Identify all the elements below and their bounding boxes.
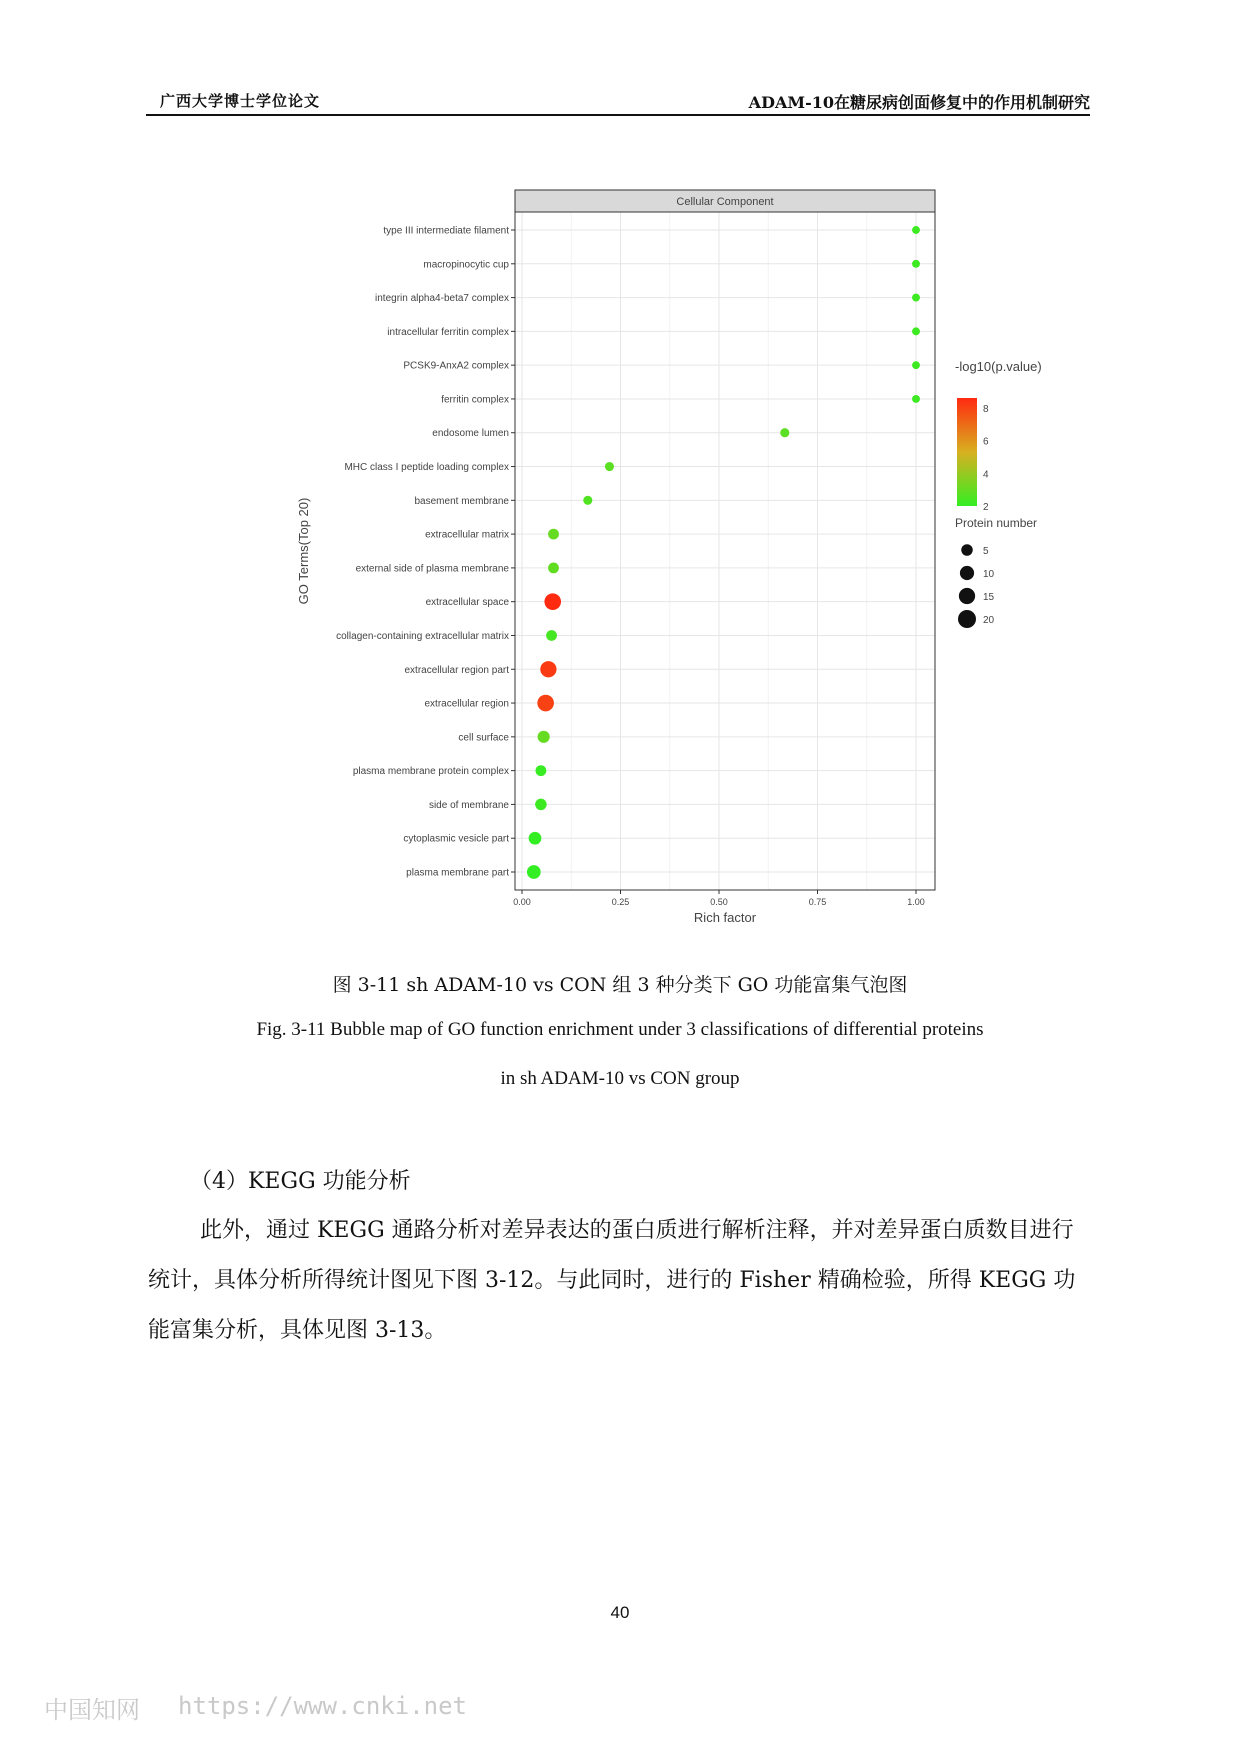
y-tick-label: ferritin complex xyxy=(441,394,509,406)
page-number: 40 xyxy=(610,1603,630,1622)
y-tick-label: integrin alpha4-beta7 complex xyxy=(375,293,509,305)
y-tick-label: endosome lumen xyxy=(432,428,509,440)
watermark-brand: 中国知网 xyxy=(44,1696,140,1724)
y-tick-label: extracellular matrix xyxy=(425,529,509,541)
bubble-point xyxy=(912,361,920,369)
bubble-point xyxy=(583,496,592,505)
bubble-point xyxy=(536,765,547,776)
bubble-point xyxy=(912,260,920,268)
bubble-point xyxy=(546,630,557,641)
x-tick-label: 1.00 xyxy=(907,897,925,907)
bubble-point xyxy=(527,865,541,879)
x-tick-label: 0.50 xyxy=(710,897,728,907)
size-legend-label: 15 xyxy=(983,592,995,603)
figure-caption-en-line1: Fig. 3-11 Bubble map of GO function enrichment under 3 classifications of differential proteins xyxy=(256,1019,984,1040)
bubble-point xyxy=(544,593,561,610)
color-legend-tick: 2 xyxy=(983,502,989,513)
bubble-point xyxy=(535,799,547,811)
figure-caption-en-line2: in sh ADAM-10 vs CON group xyxy=(500,1068,740,1089)
color-legend-tick: 6 xyxy=(983,436,989,448)
figure-caption-zh: 图 3-11 sh ADAM-10 vs CON 组 3 种分类下 GO 功能富集气泡图 xyxy=(332,974,908,996)
bubble-point xyxy=(912,294,920,302)
bubble-point xyxy=(529,832,542,845)
color-legend-tick: 4 xyxy=(983,469,989,481)
page-header xyxy=(0,0,1240,120)
y-tick-label: collagen-containing extracellular matrix xyxy=(336,630,509,642)
panel-title: Cellular Component xyxy=(676,196,774,208)
y-tick-label: MHC class I peptide loading complex xyxy=(344,462,509,474)
y-tick-label: plasma membrane part xyxy=(406,867,509,879)
y-tick-label: side of membrane xyxy=(428,799,509,811)
y-tick-label: macropinocytic cup xyxy=(423,259,509,271)
y-tick-label: type III intermediate filament xyxy=(383,225,509,237)
section-heading: （4）KEGG 功能分析 xyxy=(190,1169,411,1194)
y-tick-label: extracellular space xyxy=(425,597,509,609)
bubble-point xyxy=(537,695,554,712)
y-tick-label: cell surface xyxy=(458,732,509,744)
y-tick-label: plasma membrane protein complex xyxy=(352,766,509,778)
size-legend-dot xyxy=(960,566,974,580)
size-legend-dot xyxy=(958,610,976,628)
y-axis-label: GO Terms(Top 20) xyxy=(296,497,311,605)
x-tick-label: 0.25 xyxy=(611,897,630,907)
bubble-point xyxy=(780,428,789,437)
bubble-point xyxy=(538,731,550,743)
panel-background xyxy=(515,212,935,890)
thesis-title: 广西大学博士学位论文 xyxy=(160,92,321,110)
y-tick-label: basement membrane xyxy=(414,495,509,507)
bubble-point xyxy=(540,661,556,677)
y-tick-label: extracellular region part xyxy=(404,664,509,676)
bubble-point xyxy=(912,327,920,335)
watermark-url: https://www.cnki.net xyxy=(178,1692,467,1720)
y-tick-label: intracellular ferritin complex xyxy=(387,326,509,338)
y-tick-label: cytoplasmic vesicle part xyxy=(403,833,509,845)
x-tick-label: 0.00 xyxy=(513,897,531,907)
size-legend-label: 10 xyxy=(983,569,995,580)
x-tick-label: 0.75 xyxy=(808,897,827,907)
y-tick-label: PCSK9-AnxA2 complex xyxy=(403,360,509,372)
color-legend-tick: 8 xyxy=(983,403,989,415)
color-legend-title: -log10(p.value) xyxy=(955,359,1042,374)
body-paragraph: 此外，通过 KEGG 通路分析对差异表达的蛋白质进行解析注释，并对差异蛋白质数目进行统计，具体分析所得统计图见下图 3-12。与此同时，进行的 Fisher 精确检验，所得 KEGG 功能富集分析，具体见图 3-13。 xyxy=(148,1218,1076,1343)
size-legend-label: 5 xyxy=(983,546,989,557)
bubble-point xyxy=(605,462,614,471)
bubble-point xyxy=(548,562,559,573)
go-bubble-chart xyxy=(290,160,1080,950)
color-legend-bar xyxy=(957,398,977,506)
bubble-point xyxy=(548,529,559,540)
y-tick-label: external side of plasma membrane xyxy=(355,563,509,575)
bubble-point xyxy=(912,226,920,234)
bubble-point xyxy=(912,395,920,403)
size-legend-dot xyxy=(961,544,973,556)
x-axis-label: Rich factor xyxy=(693,910,757,925)
size-legend-dot xyxy=(959,588,975,604)
size-legend-title: Protein number xyxy=(955,516,1038,530)
size-legend-label: 20 xyxy=(983,615,995,626)
header-rule xyxy=(146,114,1090,116)
y-tick-label: extracellular region xyxy=(424,698,509,710)
chapter-title: ADAM-10在糖尿病创面修复中的作用机制研究 xyxy=(748,93,1090,112)
